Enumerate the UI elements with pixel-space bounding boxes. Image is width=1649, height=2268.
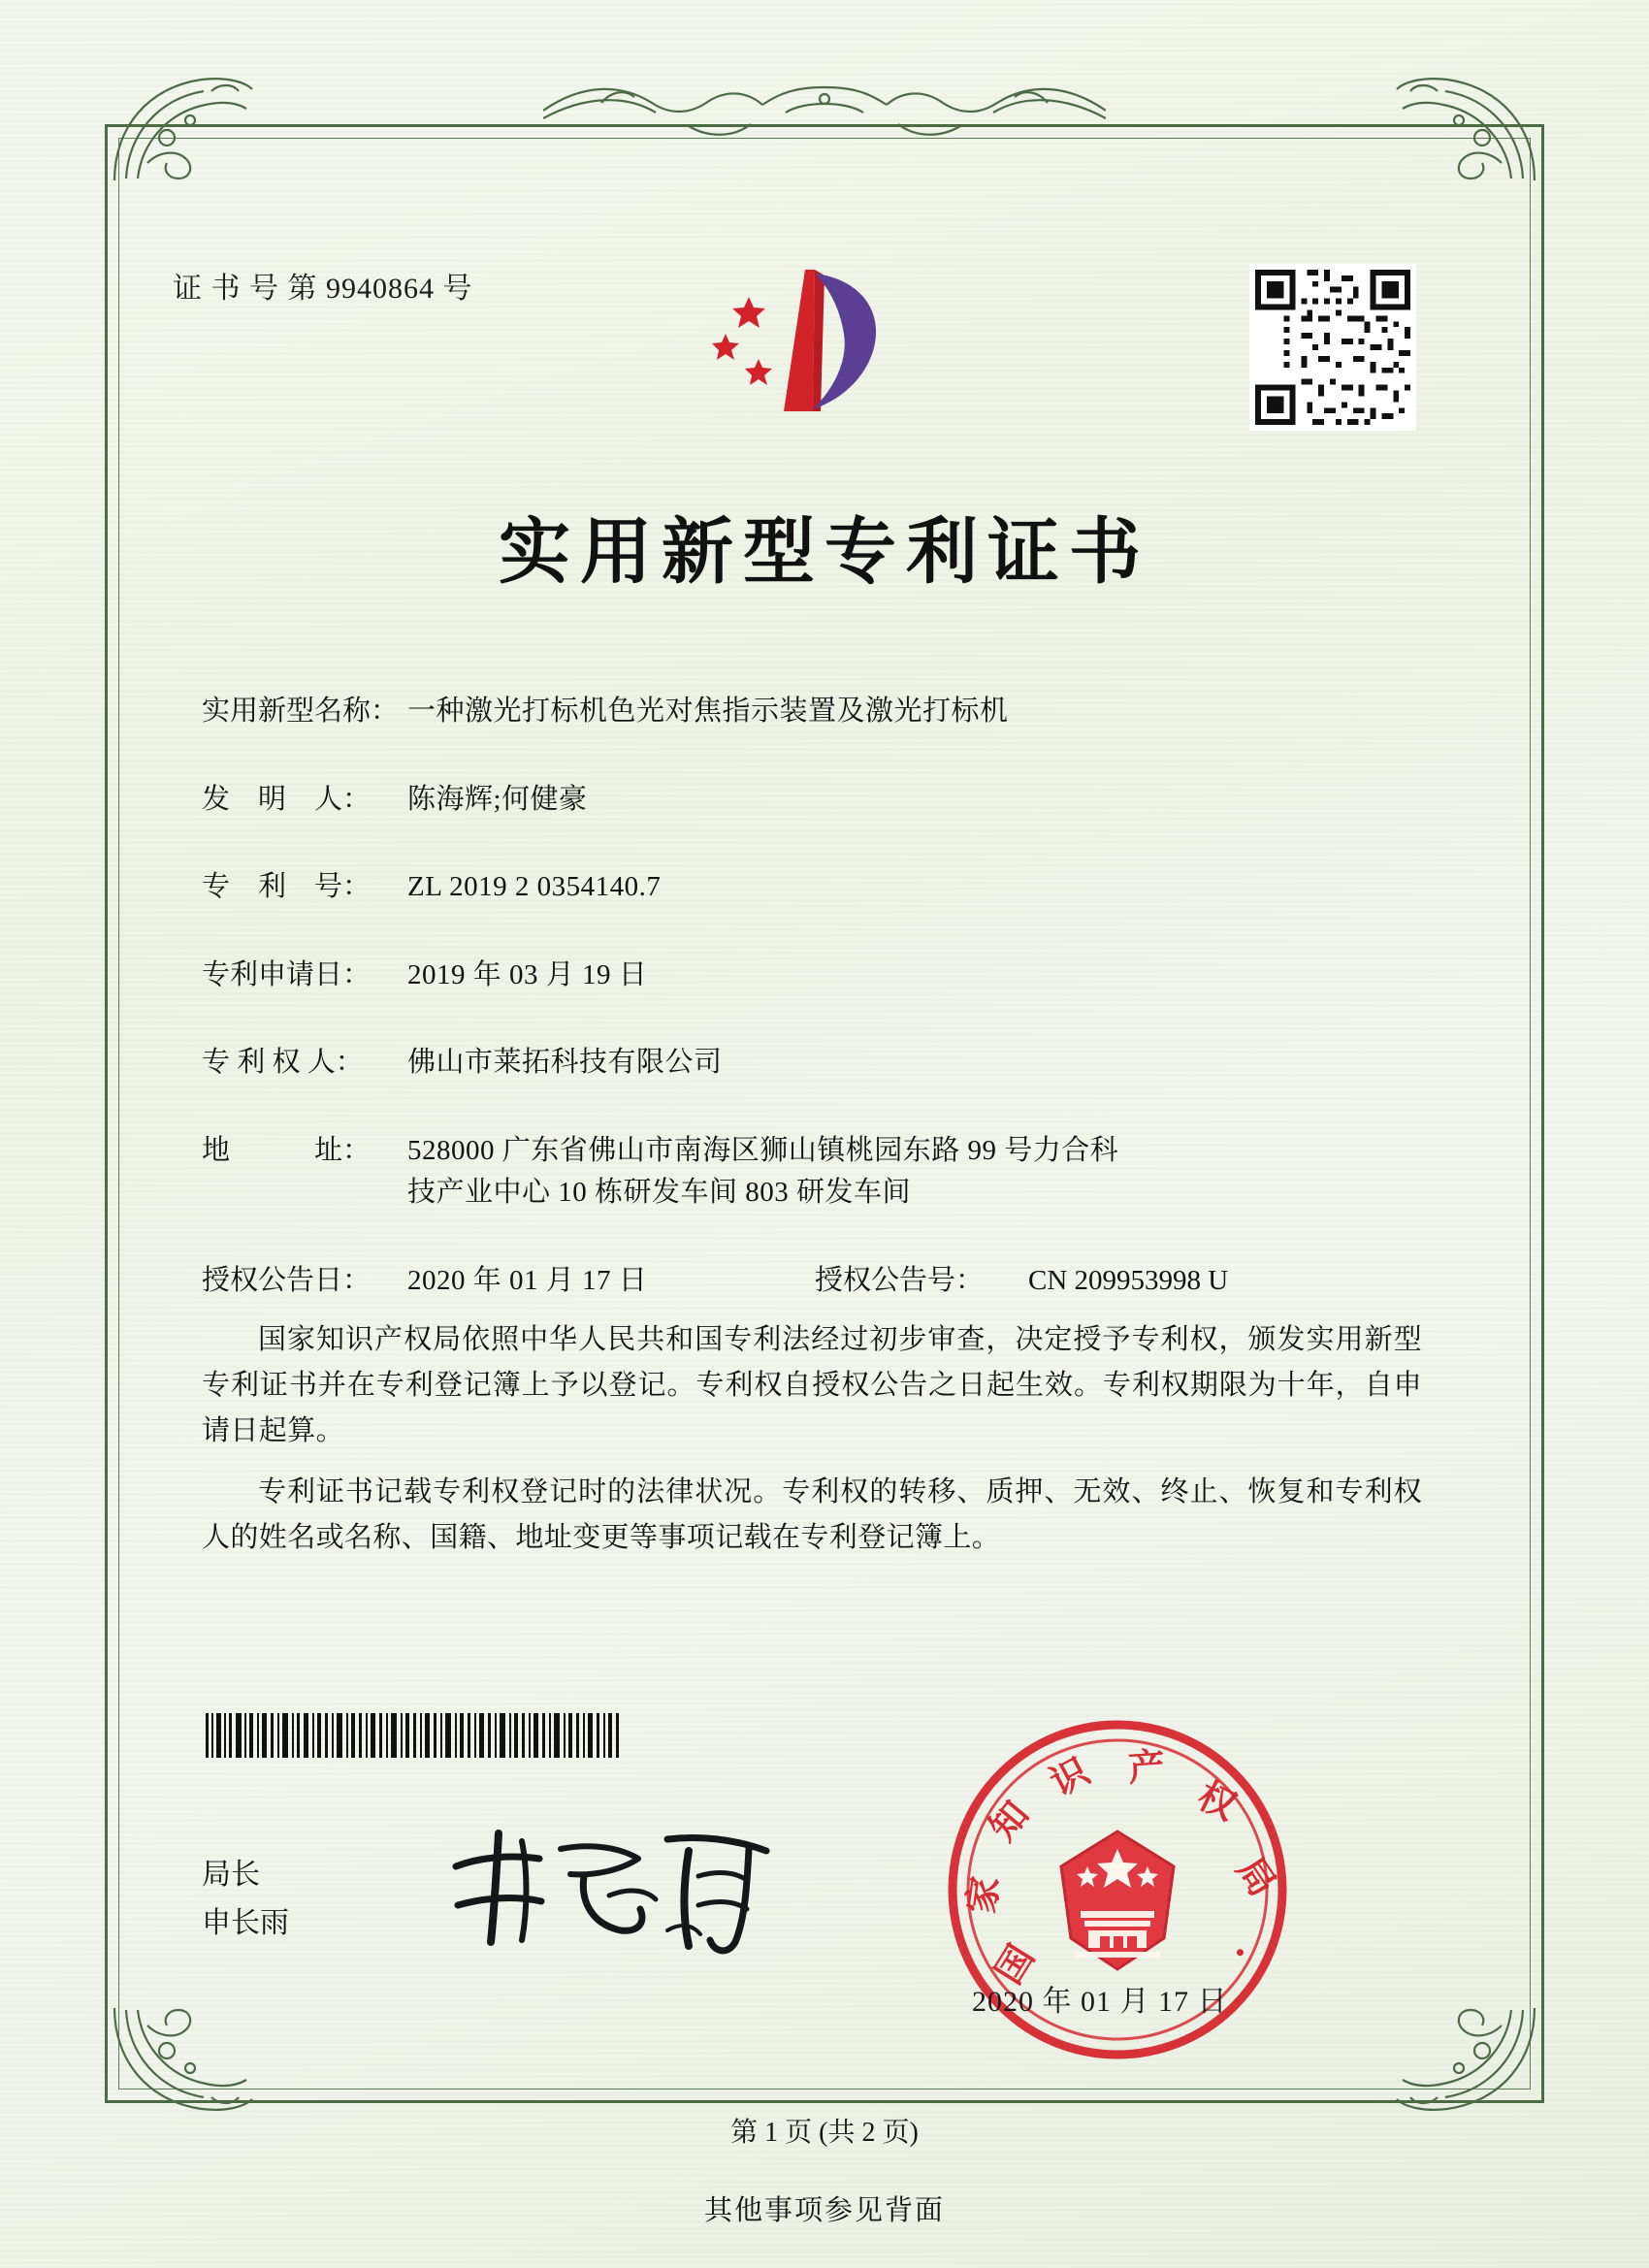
- qr-code-icon: [1249, 264, 1416, 431]
- field-list: [202, 691, 1414, 1347]
- handwritten-signature-icon: [438, 1816, 807, 1961]
- field-label: 专 利 权 人：: [202, 1047, 364, 1078]
- svg-text:产: 产: [1126, 1743, 1167, 1790]
- page-indicator: 第 1 页 (共 2 页): [730, 2118, 919, 2148]
- svg-text:权: 权: [1191, 1772, 1244, 1829]
- field-row-utility-model-name: [202, 691, 1414, 733]
- svg-text:国: 国: [986, 1936, 1043, 1992]
- field-label: 地 址：: [202, 1134, 372, 1166]
- svg-text:家: 家: [958, 1873, 1008, 1917]
- field-value-grant-date: 2020 年 01 月 17 日: [407, 1264, 648, 1296]
- field-row-patentee: [202, 1042, 1414, 1085]
- corner-ornament-top-right-icon: [1395, 70, 1540, 186]
- certificate-number: 证 书 号 第 9940864 号: [173, 273, 473, 305]
- svg-text:识: 识: [1043, 1748, 1096, 1804]
- paragraph-2: 专利证书记载专利权登记时的法律状况。专利权的转移、质押、无效、终止、恢复和专利权人的姓名或名称、国籍、地址变更等事项记载在专利登记簿上。: [202, 1475, 1422, 1553]
- field-value-grant-number: CN 209953998 U: [1028, 1264, 1229, 1296]
- field-row-patent-number: [202, 866, 1414, 909]
- field-value: 2019 年 03 月 19 日: [407, 958, 648, 990]
- sipo-emblem-icon: [691, 254, 923, 429]
- field-row-grant-announcement: [202, 1260, 1414, 1303]
- field-row-inventor: [202, 779, 1414, 822]
- legal-text-block: [202, 1317, 1422, 1576]
- svg-text:知: 知: [980, 1792, 1038, 1849]
- field-value: 佛山市莱拓科技有限公司: [407, 1047, 723, 1078]
- field-label: 专 利 号：: [202, 871, 372, 902]
- field-label: 专利申请日：: [202, 958, 372, 990]
- page-title: 实用新型专利证书: [499, 510, 1150, 594]
- svg-text:·: ·: [1217, 1940, 1264, 1965]
- corner-ornament-top-left-icon: [109, 70, 254, 186]
- field-row-application-date: [202, 955, 1414, 997]
- svg-text:局: 局: [1228, 1848, 1286, 1904]
- seal-date: 2020 年 01 月 17 日: [972, 1986, 1228, 2018]
- paragraph-1: 国家知识产权局依照中华人民共和国专利法经过初步审查，决定授予专利权，颁发实用新型专利证书并在专利登记簿上予以登记。专利权自授权公告之日起生效。专利权期限为十年，自申请日起算。: [202, 1324, 1422, 1446]
- field-label-grant-date: 授权公告日：: [202, 1264, 372, 1296]
- field-label: 实用新型名称：: [202, 696, 400, 727]
- address-line-2: 技产业中心 10 栋研发车间 803 研发车间: [407, 1177, 912, 1208]
- field-value-multiline: [407, 1130, 1414, 1215]
- official-red-seal-icon: [923, 1696, 1311, 2084]
- corner-ornament-bottom-left-icon: [109, 2002, 254, 2119]
- corner-ornament-bottom-right-icon: [1395, 2002, 1540, 2119]
- top-flourish-ornament-icon: [543, 74, 1106, 147]
- field-value: 陈海辉;何健豪: [407, 783, 588, 815]
- signature-name: 申长雨: [202, 1906, 289, 1939]
- field-row-address: [202, 1130, 1414, 1215]
- address-line-1: 528000 广东省佛山市南海区狮山镇桃园东路 99 号力合科: [407, 1134, 1119, 1166]
- back-side-note: 其他事项参见背面: [703, 2195, 945, 2226]
- field-label-grant-number: 授权公告号：: [815, 1264, 985, 1296]
- field-value: 一种激光打标机色光对焦指示装置及激光打标机: [407, 696, 1009, 727]
- signature-role-label: 局长: [202, 1859, 260, 1891]
- field-value: ZL 2019 2 0354140.7: [407, 871, 662, 902]
- signature-block: [202, 1851, 289, 1947]
- barcode-icon: [206, 1713, 623, 1758]
- field-label: 发 明 人：: [202, 783, 372, 815]
